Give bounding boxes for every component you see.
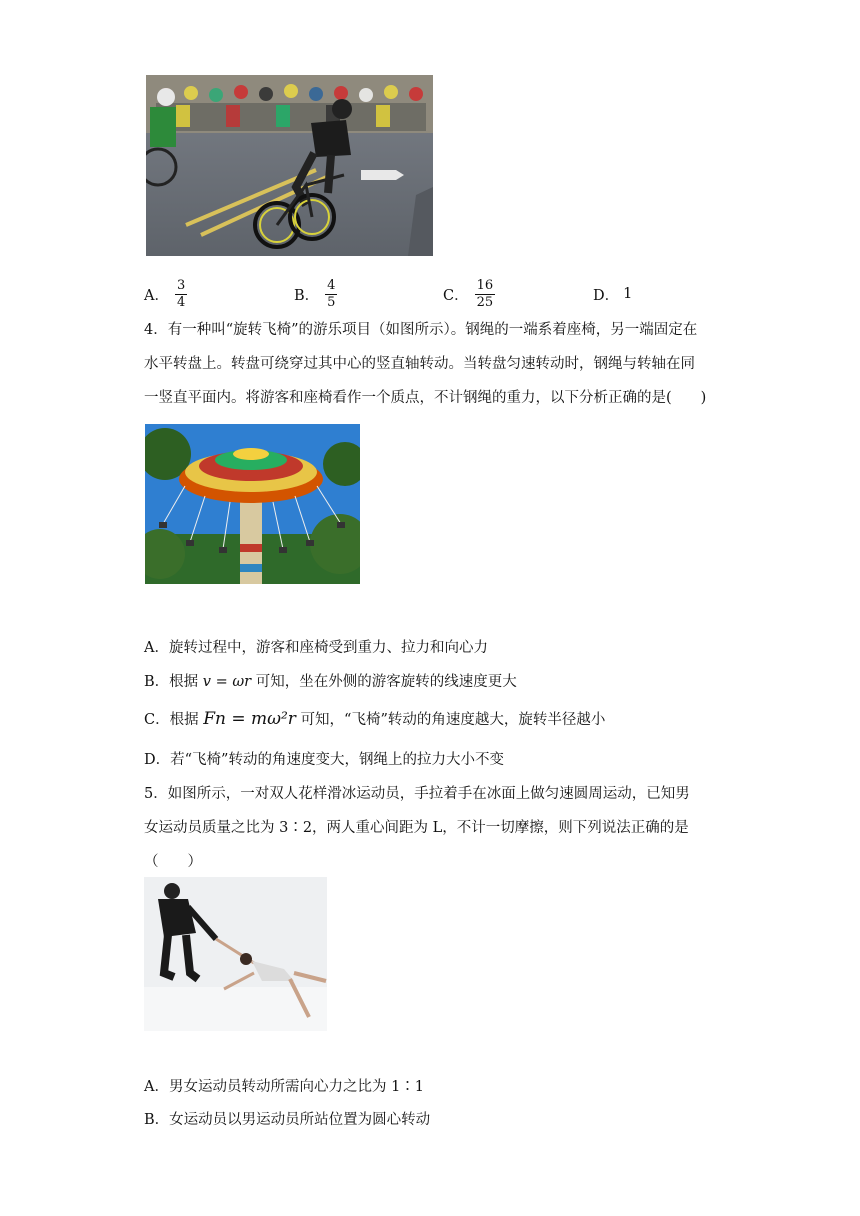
choice-c bbox=[443, 274, 495, 314]
choice-letter: D． bbox=[593, 287, 620, 304]
q4-option-d: D．若“飞椅”转动的角速度变大，钢绳上的拉力大小不变 bbox=[144, 752, 504, 768]
choice-letter: A． bbox=[144, 287, 169, 304]
choice-value: 1 bbox=[623, 286, 633, 302]
q5-stem-line: 女运动员质量之比为 3∶2，两人重心间距为 L，不计一切摩擦，则下列说法正确的是 bbox=[144, 820, 689, 836]
fraction bbox=[175, 278, 187, 311]
fraction bbox=[325, 278, 337, 311]
cyclists-photo bbox=[146, 75, 433, 256]
q5-option-a: A．男女运动员转动所需向心力之比为 1∶1 bbox=[144, 1079, 425, 1095]
q5-stem-line: 5．如图所示，一对双人花样滑冰运动员，手拉着手在冰面上做匀速圆周运动，已知男 bbox=[144, 786, 690, 802]
numerator: 16 bbox=[476, 277, 494, 293]
option-text: 可知，“飞椅”转动的角速度越大，旋转半径越小 bbox=[295, 712, 606, 728]
numerator: 3 bbox=[176, 277, 186, 293]
figure-skating-illustration bbox=[144, 877, 327, 1031]
choice-a bbox=[144, 274, 187, 314]
q5-stem-line: （ ） bbox=[144, 854, 202, 870]
choice-b bbox=[294, 274, 337, 314]
q4-stem-line: 4．有一种叫“旋转飞椅”的游乐项目（如图所示）。钢绳的一端系着座椅，另一端固定在 bbox=[144, 322, 698, 338]
q4-stem-line: 水平转盘上。转盘可绕穿过其中心的竖直轴转动。当转盘匀速转动时，钢绳与转轴在同 bbox=[144, 356, 695, 372]
denominator: 4 bbox=[176, 294, 186, 310]
formula: v = ωr bbox=[202, 674, 252, 690]
choice-letter: C． bbox=[443, 287, 469, 304]
denominator: 25 bbox=[476, 294, 494, 310]
q5-option-b: B．女运动员以男运动员所站位置为圆心转动 bbox=[144, 1112, 431, 1128]
denominator: 5 bbox=[327, 294, 336, 310]
swing-ride-photo bbox=[145, 424, 360, 584]
option-prefix: B．根据 bbox=[144, 674, 203, 690]
choice-d bbox=[593, 274, 632, 314]
numerator: 4 bbox=[327, 277, 336, 293]
swing-ride-illustration bbox=[145, 424, 360, 584]
figure-skating-photo bbox=[144, 877, 327, 1031]
q4-option-a: A．旋转过程中，游客和座椅受到重力、拉力和向心力 bbox=[144, 640, 488, 656]
q4-option-b bbox=[144, 670, 517, 691]
fraction bbox=[475, 278, 496, 311]
formula: Fn = mω²r bbox=[203, 709, 296, 729]
q4-stem-line: 一竖直平面内。将游客和座椅看作一个质点，不计钢绳的重力，以下分析正确的是( ) bbox=[144, 390, 707, 406]
cyclists-illustration bbox=[146, 75, 433, 256]
option-prefix: C．根据 bbox=[144, 712, 204, 728]
q4-option-c bbox=[144, 708, 605, 729]
option-text: 可知，坐在外侧的游客旋转的线速度更大 bbox=[251, 674, 517, 690]
choice-letter: B． bbox=[294, 287, 320, 304]
